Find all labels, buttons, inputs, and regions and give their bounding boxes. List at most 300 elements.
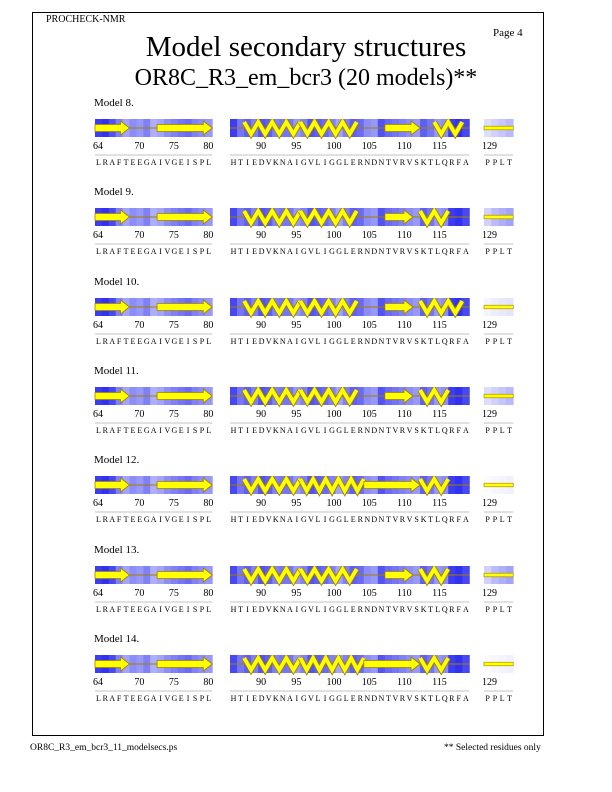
residue-letter: E <box>130 693 136 703</box>
residue-tick-label: 75 <box>168 230 179 242</box>
residue-letter: N <box>378 336 385 346</box>
residue-letter: T <box>123 604 129 614</box>
residue-tick-label: 105 <box>361 230 377 242</box>
residue-letter: L <box>96 693 101 703</box>
residue-letter: G <box>143 158 150 167</box>
residue-letter: A <box>109 604 116 614</box>
sequence-rule <box>0 601 612 603</box>
residue-letter: T <box>123 158 129 167</box>
residue-letter: F <box>116 604 122 614</box>
residue-tick-label: 100 <box>326 408 342 420</box>
residue-letter: N <box>378 604 385 614</box>
residue-letter: E <box>178 336 184 346</box>
residue-letter: I <box>295 425 299 435</box>
residue-letter: R <box>449 336 455 346</box>
residue-letter: V <box>392 336 399 346</box>
residue-letter: V <box>164 693 171 703</box>
residue-letter: L <box>96 425 101 435</box>
residue-letter: L <box>315 158 321 167</box>
residue-letter: L <box>499 158 505 167</box>
residue-letter: G <box>336 515 342 525</box>
residue-letter: R <box>357 693 363 703</box>
residue-letter: T <box>385 425 391 435</box>
residue-tick-label: 129 <box>482 319 497 331</box>
residue-letter: E <box>350 425 356 435</box>
residue-tick-label: 115 <box>432 408 447 420</box>
residue-letter: G <box>329 515 335 525</box>
residue-letter: G <box>329 425 335 435</box>
model-label: Model 13. <box>94 543 140 556</box>
residue-letter: V <box>265 425 272 435</box>
residue-letter: L <box>499 425 505 435</box>
residue-letter: L <box>343 158 349 167</box>
residue-tick-label: 129 <box>482 230 497 242</box>
residue-letter: I <box>323 158 327 167</box>
residue-tick-label: 90 <box>256 498 267 510</box>
residue-letter: I <box>323 515 327 525</box>
residue-tick-label: 105 <box>361 587 377 599</box>
residue-letter: V <box>392 158 399 167</box>
residue-letter: E <box>137 425 143 435</box>
residue-tick-label: 129 <box>482 498 497 510</box>
residue-letter: K <box>420 158 427 167</box>
residue-letter: L <box>96 247 101 257</box>
residue-letter: I <box>323 247 327 257</box>
residue-letter: L <box>343 515 349 525</box>
residue-tick-label: 75 <box>168 587 179 599</box>
residue-letter: T <box>507 425 512 435</box>
residue-letter: R <box>399 158 406 167</box>
residue-letter: A <box>109 515 116 525</box>
residue-letter: E <box>350 158 356 167</box>
residue-tick-label: 80 <box>203 141 214 152</box>
residue-letter: K <box>272 425 279 435</box>
residue-tick-label: 105 <box>361 141 377 152</box>
residue-letter: V <box>406 693 413 703</box>
residue-letter: V <box>308 604 314 614</box>
residue-letter: I <box>295 515 299 525</box>
residue-letter: S <box>192 693 198 703</box>
residue-letter: N <box>279 336 286 346</box>
secondary-structure-strip <box>0 655 612 695</box>
residue-letter: L <box>343 693 349 703</box>
residue-tick-label: 64 <box>93 141 103 152</box>
sequence-rule <box>0 333 612 335</box>
residue-tick-label: 95 <box>291 319 302 331</box>
residue-letter: G <box>329 693 335 703</box>
residue-letter: N <box>364 604 371 614</box>
residue-letter: A <box>109 693 116 703</box>
residue-letter: L <box>315 515 321 525</box>
residue-letter: P <box>492 515 498 525</box>
residue-tick-label: 110 <box>396 676 412 688</box>
residue-letter: S <box>414 693 419 703</box>
residue-letter: G <box>301 693 307 703</box>
residue-letter: E <box>350 247 356 257</box>
page-number: Page 4 <box>493 27 523 39</box>
residue-letter: A <box>150 247 157 257</box>
residue-letter: K <box>420 425 427 435</box>
residue-tick-label: 129 <box>482 587 497 599</box>
residue-letter: K <box>420 247 427 257</box>
secondary-structure-strip <box>0 566 612 606</box>
residue-tick-label: 129 <box>482 408 497 420</box>
page-title: Model secondary structures <box>145 31 467 63</box>
residue-letter: L <box>435 515 441 525</box>
residue-letter: I <box>246 425 249 435</box>
residue-letter: L <box>343 425 349 435</box>
coil-bar <box>484 126 513 130</box>
residue-letter: R <box>399 336 406 346</box>
residue-letter: I <box>186 604 190 614</box>
residue-letter: V <box>392 693 399 703</box>
residue-letter: L <box>206 693 212 703</box>
residue-letter: F <box>456 515 461 525</box>
residue-letter: Q <box>441 336 448 346</box>
residue-letter: I <box>159 604 162 614</box>
residue-letter: G <box>301 247 307 257</box>
residue-letter: S <box>192 515 198 525</box>
residue-letter: V <box>164 604 171 614</box>
residue-letter: T <box>428 158 434 167</box>
residue-tick-label: 115 <box>432 319 447 331</box>
residue-letter: I <box>159 336 162 346</box>
residue-letter: H <box>230 425 237 435</box>
residue-letter: N <box>378 693 385 703</box>
residue-letter: V <box>164 425 171 435</box>
residue-letter: R <box>449 604 455 614</box>
residue-letter: A <box>462 247 469 257</box>
footer-filename: OR8C_R3_em_bcr3_11_modelsecs.ps <box>30 743 178 753</box>
residue-letter: G <box>336 247 342 257</box>
residue-letter: V <box>406 425 413 435</box>
residue-letter: L <box>315 425 321 435</box>
residue-letter: I <box>186 336 190 346</box>
residue-tick-label: 105 <box>361 498 377 510</box>
residue-tick-label: 95 <box>291 676 302 688</box>
residue-letter: N <box>279 515 286 525</box>
residue-tick-label: 75 <box>168 408 179 420</box>
residue-letter: F <box>456 425 461 435</box>
residue-letter: V <box>392 247 399 257</box>
coil-bar <box>484 305 513 309</box>
sequence-rule <box>0 243 612 245</box>
residue-letter: P <box>485 604 490 614</box>
residue-tick-label: 95 <box>291 408 302 420</box>
residue-tick-label: 100 <box>326 230 342 242</box>
residue-letter: R <box>357 158 363 167</box>
residue-letter: S <box>414 336 419 346</box>
residue-letter: V <box>406 336 413 346</box>
residue-letter: G <box>143 604 150 614</box>
residue-letter: V <box>265 158 272 167</box>
residue-letter: F <box>116 336 122 346</box>
residue-letter: P <box>199 693 205 703</box>
residue-tick-label: 80 <box>203 408 214 420</box>
residue-letter: A <box>286 515 293 525</box>
residue-letter: S <box>414 425 419 435</box>
residue-letter: E <box>178 515 184 525</box>
residue-letter: V <box>406 247 413 257</box>
residue-letter: P <box>492 247 498 257</box>
residue-tick-label: 70 <box>134 587 145 599</box>
residue-letter: F <box>456 158 461 167</box>
residue-letter: D <box>258 515 265 525</box>
model-label: Model 11. <box>94 364 139 377</box>
residue-letter: A <box>462 425 469 435</box>
sequence-rule <box>0 154 612 156</box>
residue-letter: T <box>507 604 512 614</box>
residue-letter: E <box>137 515 143 525</box>
residue-letter: L <box>343 604 349 614</box>
residue-letter: T <box>385 336 391 346</box>
residue-letter: L <box>343 247 349 257</box>
residue-letter: L <box>315 247 321 257</box>
residue-letter: I <box>186 247 190 257</box>
residue-letter: I <box>295 604 299 614</box>
coil-bar <box>484 483 513 487</box>
residue-letter: P <box>485 515 490 525</box>
residue-letter: V <box>308 515 314 525</box>
residue-tick-label: 100 <box>326 319 342 331</box>
residue-letter: Q <box>441 693 448 703</box>
residue-letter: L <box>499 693 505 703</box>
model-label: Model 9. <box>94 186 134 199</box>
residue-letter: R <box>449 247 455 257</box>
residue-letter: T <box>428 604 434 614</box>
residue-letter: N <box>364 336 371 346</box>
residue-letter: K <box>272 158 279 167</box>
residue-tick-label: 75 <box>168 319 179 331</box>
residue-letter: I <box>159 425 162 435</box>
residue-letter: N <box>364 247 371 257</box>
residue-letter: G <box>143 247 150 257</box>
residue-letter: K <box>272 693 279 703</box>
residue-letter: E <box>178 158 184 167</box>
residue-letter: R <box>102 604 108 614</box>
residue-letter: A <box>286 158 293 167</box>
residue-letter: N <box>378 425 385 435</box>
residue-letter: V <box>265 515 272 525</box>
residue-letter: R <box>102 515 108 525</box>
residue-letter: K <box>272 247 279 257</box>
residue-letter: I <box>186 693 190 703</box>
residue-letter: L <box>96 158 101 167</box>
residue-letter: D <box>371 515 378 525</box>
residue-tick-label: 95 <box>291 141 302 152</box>
residue-letter: I <box>246 515 249 525</box>
residue-letter: V <box>308 247 314 257</box>
residue-tick-label: 110 <box>396 587 412 599</box>
residue-letter: L <box>315 336 321 346</box>
residue-letter: D <box>371 604 378 614</box>
residue-letter: T <box>385 604 391 614</box>
residue-letter: E <box>252 158 258 167</box>
residue-letter: F <box>116 425 122 435</box>
residue-letter: A <box>150 158 157 167</box>
residue-letter: G <box>143 515 150 525</box>
residue-tick-label: 75 <box>168 498 179 510</box>
residue-letter: E <box>252 425 258 435</box>
residue-tick-label: 105 <box>361 676 377 688</box>
residue-letter: G <box>329 604 335 614</box>
residue-letter: E <box>178 425 184 435</box>
coil-bar <box>484 573 513 577</box>
residue-letter: L <box>96 515 101 525</box>
model-label: Model 10. <box>94 275 140 288</box>
residue-letter: D <box>258 247 265 257</box>
residue-letter: G <box>301 515 307 525</box>
residue-letter: R <box>357 604 363 614</box>
residue-letter: L <box>435 693 441 703</box>
residue-letter: S <box>414 158 419 167</box>
residue-letter: R <box>449 693 455 703</box>
residue-tick-label: 64 <box>93 408 103 420</box>
residue-letter: G <box>171 693 178 703</box>
model-label: Model 8. <box>94 97 134 109</box>
residue-letter: D <box>371 336 378 346</box>
residue-tick-label: 110 <box>396 408 412 420</box>
residue-letter: A <box>286 693 293 703</box>
residue-letter: S <box>192 604 198 614</box>
residue-tick-label: 100 <box>326 587 342 599</box>
residue-letter: T <box>238 158 243 167</box>
residue-letter: R <box>357 247 363 257</box>
residue-letter: L <box>499 515 505 525</box>
residue-letter: N <box>279 604 286 614</box>
residue-letter: R <box>357 425 363 435</box>
residue-letter: G <box>143 425 150 435</box>
residue-tick-label: 100 <box>326 498 342 510</box>
residue-letter: R <box>399 604 406 614</box>
residue-tick-label: 95 <box>291 498 302 510</box>
residue-letter: I <box>159 247 162 257</box>
residue-letter: T <box>428 425 434 435</box>
residue-letter: V <box>308 693 314 703</box>
residue-tick-label: 80 <box>203 676 214 688</box>
residue-tick-label: 75 <box>168 141 179 152</box>
residue-letter: A <box>286 425 293 435</box>
residue-letter: I <box>323 425 327 435</box>
residue-letter: G <box>171 247 178 257</box>
residue-letter: V <box>308 336 314 346</box>
residue-letter: E <box>252 336 258 346</box>
residue-letter: L <box>206 604 212 614</box>
residue-tick-label: 90 <box>256 319 267 331</box>
residue-letter: P <box>492 604 498 614</box>
residue-letter: I <box>159 158 162 167</box>
residue-letter: T <box>238 425 243 435</box>
residue-tick-label: 115 <box>432 498 447 510</box>
residue-letter: E <box>178 693 184 703</box>
residue-letter: S <box>414 247 419 257</box>
residue-letter: L <box>499 336 505 346</box>
residue-letter: E <box>178 247 184 257</box>
residue-letter: H <box>230 336 237 346</box>
coil-bar <box>484 662 513 666</box>
residue-letter: P <box>492 158 498 167</box>
residue-letter: V <box>406 604 413 614</box>
residue-letter: R <box>357 515 363 525</box>
residue-letter: F <box>456 604 461 614</box>
residue-letter: L <box>206 425 212 435</box>
residue-letter: I <box>186 425 190 435</box>
residue-letter: R <box>102 336 108 346</box>
residue-tick-label: 64 <box>93 587 103 599</box>
residue-letter: E <box>130 604 136 614</box>
residue-letter: P <box>492 336 498 346</box>
residue-letter: N <box>279 158 286 167</box>
residue-letter: A <box>150 604 157 614</box>
residue-letter: F <box>116 515 122 525</box>
residue-letter: L <box>435 158 441 167</box>
residue-letter: T <box>428 515 434 525</box>
page-subtitle: OR8C_R3_em_bcr3 (20 models)** <box>134 65 478 91</box>
residue-letter: P <box>199 604 205 614</box>
residue-letter: S <box>192 425 198 435</box>
residue-letter: A <box>286 247 293 257</box>
residue-letter: P <box>485 693 490 703</box>
residue-letter: E <box>252 693 258 703</box>
residue-letter: V <box>392 604 399 614</box>
residue-letter: T <box>507 515 512 525</box>
residue-letter: A <box>150 693 157 703</box>
residue-letter: E <box>130 515 136 525</box>
residue-letter: H <box>230 693 237 703</box>
residue-letter: P <box>199 247 205 257</box>
residue-letter: I <box>186 515 190 525</box>
residue-letter: E <box>252 604 258 614</box>
residue-letter: L <box>96 336 101 346</box>
residue-letter: A <box>109 425 116 435</box>
residue-letter: R <box>399 515 406 525</box>
residue-letter: P <box>199 425 205 435</box>
residue-tick-label: 110 <box>396 230 412 242</box>
sequence-rule <box>0 511 612 513</box>
residue-tick-label: 70 <box>134 676 145 688</box>
residue-tick-label: 129 <box>482 676 497 688</box>
residue-letter: F <box>456 247 461 257</box>
residue-letter: V <box>265 336 272 346</box>
residue-letter: D <box>258 336 265 346</box>
residue-letter: G <box>301 158 307 167</box>
residue-letter: E <box>137 604 143 614</box>
residue-letter: V <box>392 515 399 525</box>
residue-tick-label: 64 <box>93 319 103 331</box>
residue-letter: L <box>435 336 441 346</box>
residue-letter: P <box>492 425 498 435</box>
residue-letter: L <box>206 247 212 257</box>
residue-letter: K <box>420 604 427 614</box>
residue-letter: K <box>420 515 427 525</box>
residue-tick-label: 80 <box>203 498 214 510</box>
residue-letter: L <box>435 247 441 257</box>
residue-letter: L <box>96 604 101 614</box>
residue-letter: S <box>414 604 419 614</box>
residue-letter: F <box>116 158 122 167</box>
residue-letter: L <box>206 158 212 167</box>
residue-letter: I <box>246 247 249 257</box>
residue-tick-label: 80 <box>203 230 214 242</box>
residue-letter: T <box>385 515 391 525</box>
residue-letter: A <box>462 693 469 703</box>
residue-tick-label: 100 <box>326 676 342 688</box>
residue-letter: A <box>150 336 157 346</box>
residue-letter: L <box>499 247 505 257</box>
residue-letter: A <box>150 425 157 435</box>
residue-letter: E <box>130 158 136 167</box>
residue-tick-label: 70 <box>134 230 145 242</box>
